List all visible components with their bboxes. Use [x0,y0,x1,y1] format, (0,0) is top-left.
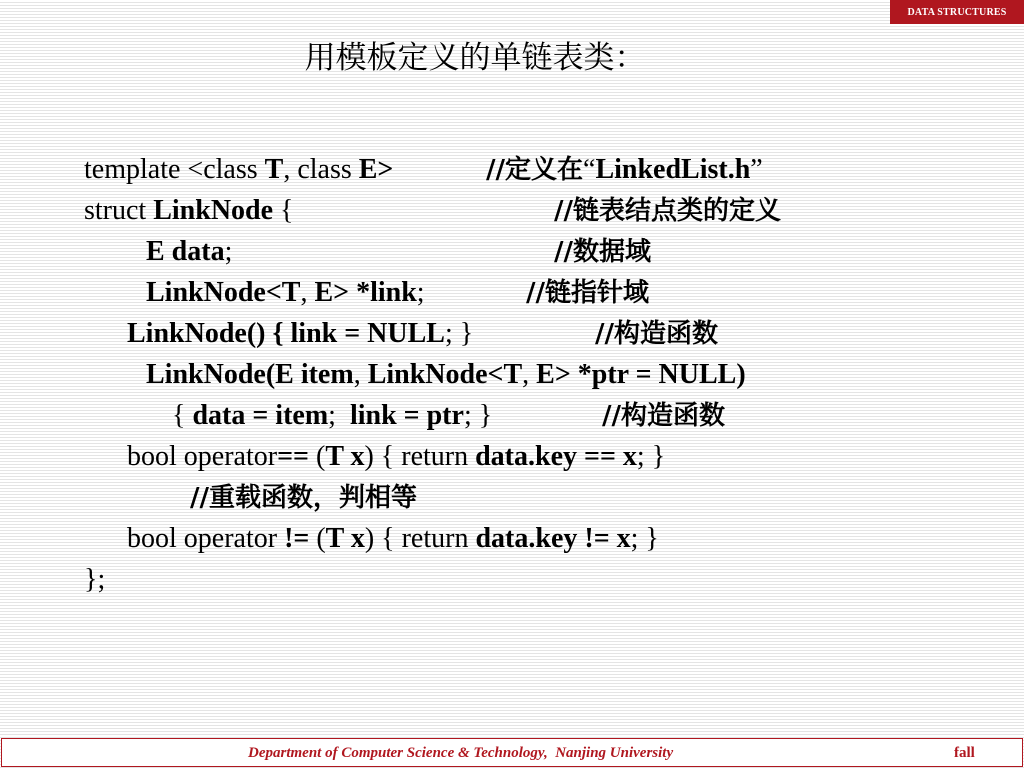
code-text: T x [325,441,365,472]
code-text: , [300,277,315,308]
code-text: == [277,441,309,472]
code-text: LinkNode<T [367,359,523,390]
footer-department: Department of Computer Science & Technology, Nanjing University [248,745,674,761]
code-line-operator-eq [127,437,665,477]
code-text: struct [84,195,154,226]
code-text: data.key == x [475,441,637,472]
code-line-default-ctor [127,314,718,354]
code-text: ; [416,277,425,308]
code-text: ) { return [364,441,476,472]
code-text: ; } [630,523,659,554]
code-comment: //数据域 [554,237,651,267]
code-text: LinkNode<T [146,277,301,308]
code-text: data = item [192,400,329,431]
code-text: ( [308,441,326,472]
footer-term: fall [954,745,975,761]
code-text: LinkNode [153,195,274,226]
code-comment [486,150,763,190]
code-text: ; [224,236,233,267]
code-text: ( [309,523,326,554]
code-text: E> [358,154,394,185]
code-text: , class [283,154,359,185]
code-comment: //链表结点类的定义 [554,196,781,226]
code-text: link = ptr [349,400,464,431]
comment-text: //定义在 [486,155,583,185]
code-text: ) { return [364,523,476,554]
code-text: template <class [84,154,265,185]
code-comment: //重载函数，判相等 [190,483,417,513]
code-text: LinkNode() { [127,318,291,349]
code-text: E> *ptr = NULL) [536,359,746,390]
code-text: ; } [444,318,474,349]
code-line-struct [84,191,781,231]
code-line-link [146,273,649,313]
code-line-close [84,560,105,600]
code-text: , [522,359,537,390]
code-line-comment-overload [190,478,417,518]
code-line-data [146,232,651,272]
code-text: link = NULL [290,318,445,349]
code-text: { [273,195,294,226]
code-line-operator-neq [127,519,659,559]
code-comment: //构造函数 [595,319,718,349]
comment-text: “ [583,154,596,185]
slide-title: 用模板定义的单链表类： [304,40,646,76]
code-text: data.key != x [475,523,631,554]
code-comment: //链指针域 [526,278,649,308]
code-text: ; } [463,400,493,431]
code-line-template [84,150,763,190]
code-text: != [284,523,310,554]
comment-text: LinkedList.h [595,154,751,185]
code-line-ctor-body [172,396,725,436]
code-line-ctor-signature [146,355,746,395]
code-text: ; [328,400,350,431]
code-comment: //构造函数 [602,401,725,431]
code-text: bool operator [127,441,278,472]
code-text: E data [146,236,225,267]
course-badge: DATA STRUCTURES [890,0,1024,24]
code-text: }; [84,564,106,595]
code-text: ; } [636,441,666,472]
code-text: bool operator [127,523,285,554]
comment-text: ” [750,154,763,185]
code-text: E> *link [314,277,417,308]
code-text: { [172,400,193,431]
code-text: LinkNode(E item [146,359,354,390]
code-text: T [264,154,284,185]
code-text: , [353,359,368,390]
code-text: T x [325,523,365,554]
